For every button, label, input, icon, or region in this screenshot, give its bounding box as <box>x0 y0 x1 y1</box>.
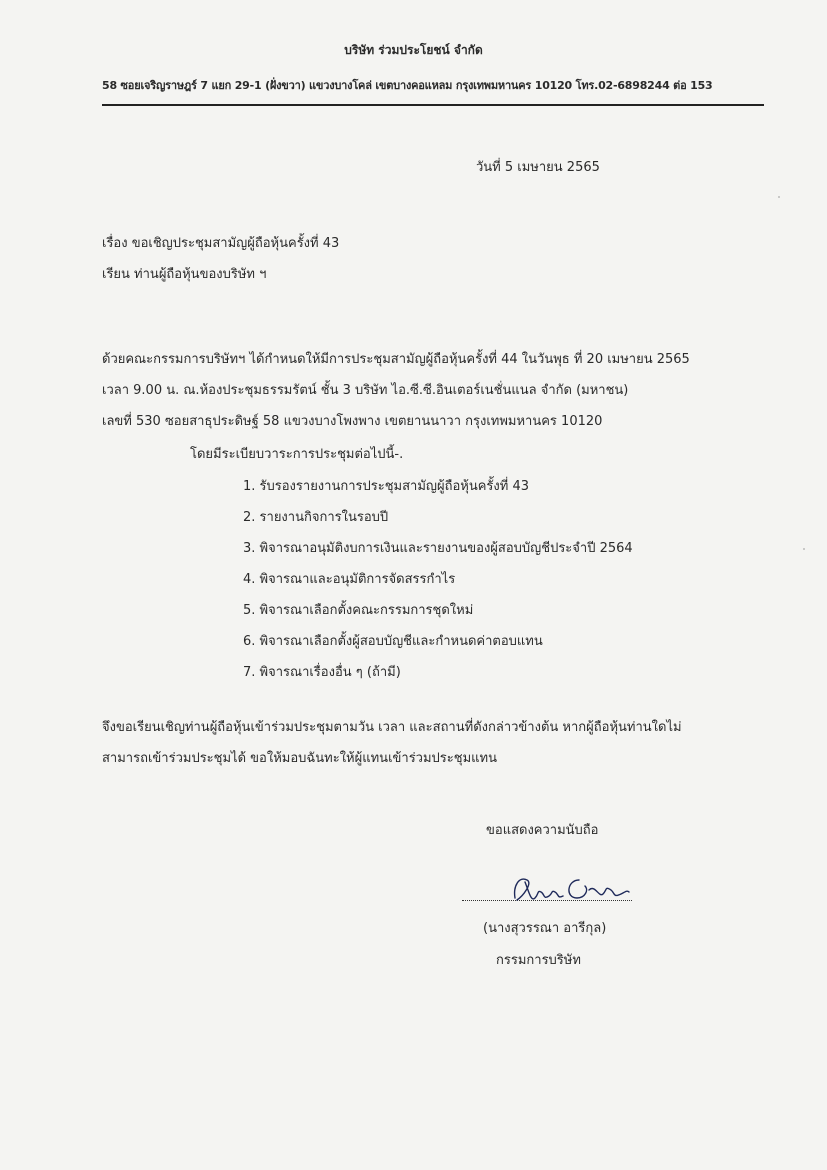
signer-name: (นางสุวรรณา อารีกุล) <box>483 921 607 936</box>
letterhead-divider <box>102 104 764 106</box>
agenda-item: 6. พิจารณาเลือกตั้งผู้สอบบัญชีและกำหนดค่าตอบแทน <box>243 634 543 649</box>
signer-position: กรรมการบริษัท <box>496 953 581 968</box>
scan-speck <box>778 196 780 198</box>
agenda-item: 3. พิจารณาอนุมัติงบการเงินและรายงานของผู้สอบบัญชีประจำปี 2564 <box>243 541 633 556</box>
letter-recipient: เรียน ท่านผู้ถือหุ้นของบริษัท ฯ <box>102 267 267 282</box>
agenda-item: 1. รับรองรายงานการประชุมสามัญผู้ถือหุ้นครั้งที่ 43 <box>243 479 530 494</box>
agenda-item: 4. พิจารณาและอนุมัติการจัดสรรกำไร <box>243 572 456 587</box>
agenda-item: 5. พิจารณาเลือกตั้งคณะกรรมการชุดใหม่ <box>243 603 474 618</box>
closing-paragraph-line: สามารถเข้าร่วมประชุมได้ ขอให้มอบฉันทะให้ผู้แทนเข้าร่วมประชุมแทน <box>102 751 497 766</box>
body-paragraph-line: เลขที่ 530 ซอยสาธุประดิษฐ์ 58 แขวงบางโพงพาง เขตยานนาวา กรุงเทพมหานคร 10120 <box>102 414 603 429</box>
company-name: บริษัท ร่วมประโยชน์ จำกัด <box>344 43 483 57</box>
closing-paragraph-line: จึงขอเรียนเชิญท่านผู้ถือหุ้นเข้าร่วมประชุมตามวัน เวลา และสถานที่ดังกล่าวข้างต้น หากผู้ถือหุ้นท่านใดไม่ <box>102 720 682 735</box>
agenda-item: 2. รายงานกิจการในรอบปี <box>243 510 389 525</box>
closing-regards: ขอแสดงความนับถือ <box>486 823 599 838</box>
company-address: 58 ซอยเจริญราษฎร์ 7 แยก 29-1 (ฝั่งขวา) แขวงบางโคล่ เขตบางคอแหลม กรุงเทพมหานคร 10120 โทร.02-6898244 ต่อ 153 <box>102 79 713 92</box>
agenda-item: 7. พิจารณาเรื่องอื่น ๆ (ถ้ามี) <box>243 665 401 680</box>
handwritten-signature <box>505 868 635 908</box>
body-paragraph-line: เวลา 9.00 น. ณ.ห้องประชุมธรรมรัตน์ ชั้น 3 บริษัท ไอ.ซี.ซี.อินเตอร์เนชั่นแนล จำกัด (มหาชน) <box>102 383 629 398</box>
agenda-intro: โดยมีระเบียบวาระการประชุมต่อไปนี้-. <box>190 447 404 462</box>
scan-speck <box>803 548 805 550</box>
letter-subject: เรื่อง ขอเชิญประชุมสามัญผู้ถือหุ้นครั้งที่ 43 <box>102 236 340 251</box>
letter-date: วันที่ 5 เมษายน 2565 <box>476 160 600 175</box>
body-paragraph-line: ด้วยคณะกรรมการบริษัทฯ ได้กำหนดให้มีการประชุมสามัญผู้ถือหุ้นครั้งที่ 44 ในวันพุธ ที่ 20 เมษายน 2565 <box>102 352 690 367</box>
